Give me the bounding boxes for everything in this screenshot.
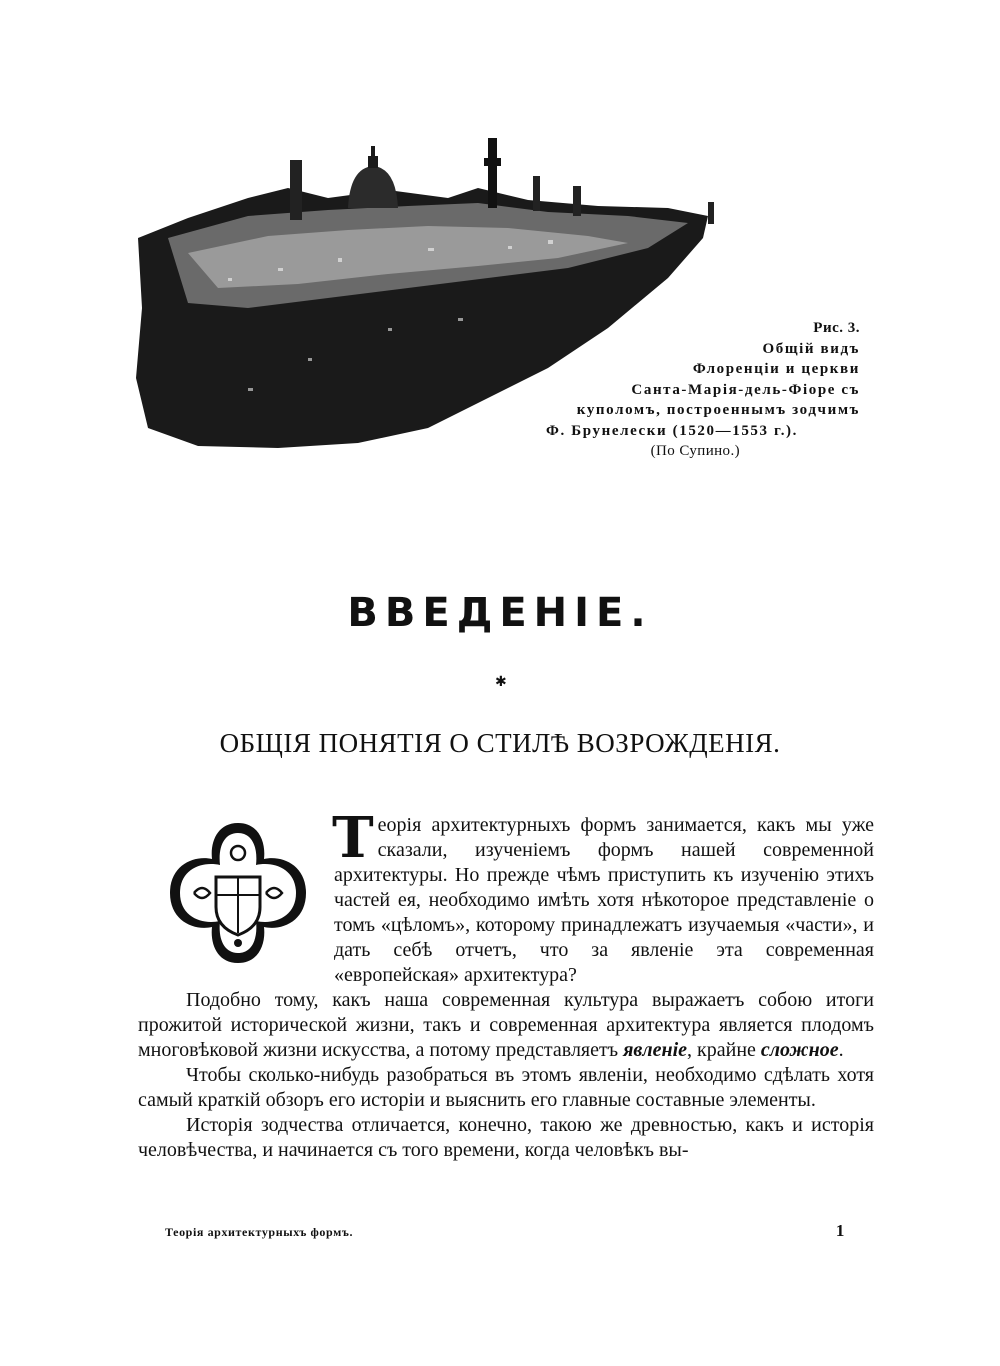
paragraph-text: , крайне <box>687 1039 756 1061</box>
chapter-title: ВВЕДЕНІЕ. <box>347 590 653 636</box>
chapter-subtitle: ОБЩІЯ ПОНЯТІЯ О СТИЛѢ ВОЗРОЖДЕНІЯ. <box>219 728 781 758</box>
emphasis: явленіе <box>623 1039 688 1061</box>
emphasis: сложное <box>760 1039 839 1061</box>
page-footer <box>165 1221 845 1240</box>
drop-cap: Т <box>332 805 374 871</box>
figure-number: Рис. 3. <box>813 320 860 336</box>
running-title: Теорія архитектурныхъ формъ. <box>165 1225 354 1239</box>
paragraph: Чтобы сколько-нибудь разобраться въ этомъ явленіи, необходимо сдѣлать хотя самый краткій обзоръ его исторіи и выяснить его главные составные элементы. <box>138 1064 874 1111</box>
page-number: 1 <box>835 1221 845 1240</box>
caption-line: Общій видъ <box>762 340 860 357</box>
paragraph <box>138 988 874 1063</box>
paragraph-text: еорія архитектурныхъ формъ занимается, какъ мы уже сказали, изученіемъ формъ нашей современной архитектуры. Но прежде чѣмъ приступить къ изученію этихъ частей ея, необходимо имѣть хотя нѣкоторое представленіе о томъ «цѣломъ», которому принадлежатъ изучаемыя «части», и дать себѣ отчетъ, что за явленіе эта современная «европейская» архитектура? <box>334 814 874 986</box>
caption-source: (По Супино.) <box>650 443 740 459</box>
paragraph-text: Подобно тому, какъ наша современная культура выражаетъ собою итоги прожитой исторической жизни, такъ и современная архитектура является плодомъ многовѣковой жизни искусства, а потому представляетъ <box>138 989 874 1061</box>
paragraph <box>332 805 874 988</box>
paragraph: Исторія зодчества отличается, конечно, такою же древностью, какъ и исторія человѣчества, и начинается съ того времени, когда человѣкъ вы- <box>138 1114 874 1161</box>
caption-line: куполомъ, построеннымъ зодчимъ <box>576 402 860 418</box>
figure-caption <box>440 318 860 462</box>
caption-line: Флоренціи и церкви <box>692 361 860 377</box>
body-text <box>138 805 874 1163</box>
ornament-icon: ✱ <box>495 674 507 690</box>
caption-line: Санта-Марія-дель-Фіоре съ <box>631 381 860 398</box>
paragraph-text: . <box>838 1039 844 1061</box>
caption-line: Ф. Брунелески (1520—1553 г.). <box>546 422 798 439</box>
